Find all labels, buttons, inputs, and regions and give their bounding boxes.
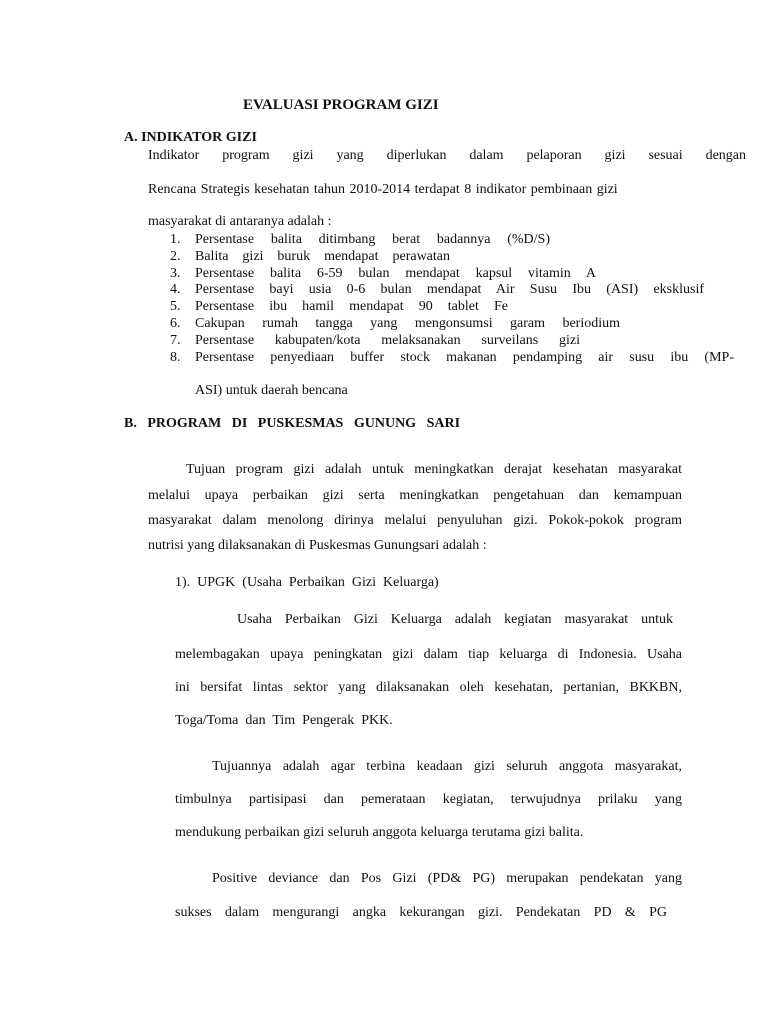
sub1-para2-line-1: Tujuannya adalah agar terbina keadaan gizi seluruh anggota masyarakat, [212, 759, 682, 774]
section-b-para-line-2: melalui upaya perbaikan gizi serta meningkatkan pengetahuan dan kemampuan [148, 488, 682, 503]
sub1-para3-line-2: sukses dalam mengurangi angka kekurangan gizi. Pendekatan PD & PG [175, 905, 667, 920]
sub1-para1-line-1: Usaha Perbaikan Gizi Keluarga adalah kegiatan masyarakat untuk [237, 612, 673, 627]
list-item-number: 5. [170, 299, 181, 315]
document-title: EVALUASI PROGRAM GIZI [243, 97, 439, 113]
list-item-text: Cakupan rumah tangga yang mengonsumsi garam beriodium [195, 315, 620, 331]
list-item [170, 299, 734, 316]
list-item-number: 7. [170, 332, 181, 348]
sub1-para1-line-3: ini bersifat lintas sektor yang dilaksanakan oleh kesehatan, pertanian, BKKBN, [175, 680, 682, 695]
list-item-text: Balita gizi buruk mendapat perawatan [195, 248, 450, 264]
section-a-heading: A. INDIKATOR GIZI [124, 130, 257, 145]
list-item-number: 2. [170, 248, 181, 264]
indicator-list [170, 232, 734, 366]
list-item-text: Persentase balita ditimbang berat badannya (%D/S) [195, 232, 550, 247]
sub1-para3-line-1: Positive deviance dan Pos Gizi (PD& PG) merupakan pendekatan yang [212, 871, 682, 886]
section-b-para-line-4: nutrisi yang dilaksanakan di Puskesmas Gunungsari adalah : [148, 538, 487, 553]
list-item-number: 6. [170, 315, 181, 331]
list-item [170, 333, 734, 350]
section-a-para-line-1: Indikator program gizi yang diperlukan dalam pelaporan gizi sesuai dengan [148, 148, 746, 163]
list-item-text: Persentase balita 6-59 bulan mendapat kapsul vitamin A [195, 265, 596, 281]
list-item-text: Persentase bayi usia 0-6 bulan mendapat Air Susu Ibu (ASI) eksklusif [195, 282, 704, 298]
list-item-number: 1. [170, 232, 181, 247]
sub1-para2-line-3: mendukung perbaikan gizi seluruh anggota keluarga terutama gizi balita. [175, 825, 584, 840]
section-b-para-line-3: masyarakat dalam menolong dirinya melalui penyuluhan gizi. Pokok-pokok program [148, 513, 682, 528]
list-item-text: Persentase kabupaten/kota melaksanakan surveilans gizi [195, 332, 580, 348]
list-item [170, 282, 734, 299]
list-item-text: Persentase ibu hamil mendapat 90 tablet Fe [195, 299, 508, 315]
list-item-continuation: ASI) untuk daerah bencana [195, 383, 348, 398]
list-item [170, 316, 734, 333]
sub1-para1-line-4: Toga/Toma dan Tim Pengerak PKK. [175, 713, 393, 728]
list-item-number: 8. [170, 349, 181, 365]
sub1-heading: 1). UPGK (Usaha Perbaikan Gizi Keluarga) [175, 575, 439, 590]
sub1-para1-line-2: melembagakan upaya peningkatan gizi dalam tiap keluarga di Indonesia. Usaha [175, 647, 682, 662]
list-item-number: 4. [170, 282, 181, 298]
list-item-text: Persentase penyediaan buffer stock makanan pendamping air susu ibu (MP- [195, 349, 734, 365]
section-a-para-line-2: Rencana Strategis kesehatan tahun 2010-2014 terdapat 8 indikator pembinaan gizi [148, 182, 618, 197]
list-item-number: 3. [170, 265, 181, 281]
list-item [170, 350, 734, 367]
section-b-heading: B. PROGRAM DI PUSKESMAS GUNUNG SARI [124, 416, 461, 431]
section-a-para-line-3: masyarakat di antaranya adalah : [148, 214, 332, 229]
list-item [170, 232, 734, 249]
list-item [170, 249, 734, 266]
sub1-para2-line-2: timbulnya partisipasi dan pemerataan kegiatan, terwujudnya prilaku yang [175, 792, 682, 807]
list-item [170, 266, 734, 283]
section-b-para-line-1: Tujuan program gizi adalah untuk meningkatkan derajat kesehatan masyarakat [186, 462, 682, 477]
